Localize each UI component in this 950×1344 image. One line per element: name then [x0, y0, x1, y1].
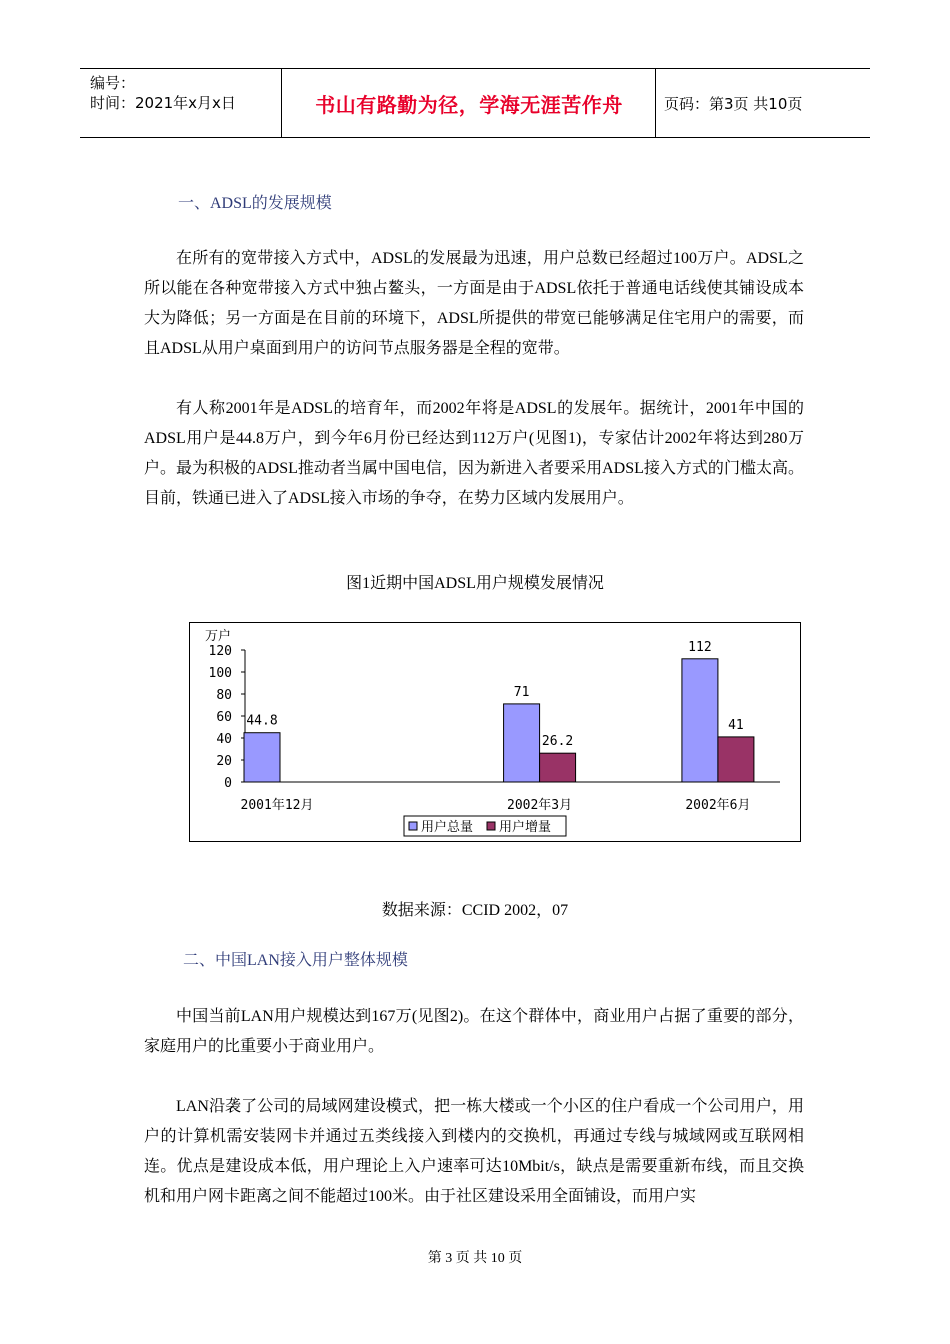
- y-tick-label: 0: [224, 776, 232, 791]
- bar-data-label: 44.8: [246, 713, 278, 729]
- chart-bar: [540, 753, 576, 782]
- paragraph-text: 中国当前LAN用户规模达到167万(见图2)。在这个群体中，商业用户占据了重要的部分，家庭用户的比重要小于商业用户。: [144, 1008, 804, 1055]
- y-tick-label: 40: [216, 732, 232, 747]
- bar-data-label: 71: [513, 684, 530, 700]
- y-tick-label: 80: [216, 688, 232, 703]
- legend-swatch: [409, 822, 417, 830]
- legend-label: 用户总量: [421, 820, 474, 835]
- y-tick-label: 60: [216, 710, 232, 725]
- y-tick-label: 100: [208, 666, 232, 681]
- header-motto: 书山有路勤为径，学海无涯苦作舟: [315, 92, 623, 117]
- figure-source: 数据来源：CCID 2002，07: [381, 902, 569, 919]
- legend-label: 用户增量: [499, 820, 552, 835]
- header-page-number: 页码：第3页 共10页: [664, 94, 803, 113]
- adsl-bar-chart: [189, 622, 801, 842]
- chart-bar: [682, 659, 718, 782]
- section-heading-adsl: 一、ADSL的发展规模: [178, 195, 332, 212]
- legend-swatch: [487, 822, 495, 830]
- chart-canvas: [190, 623, 800, 841]
- section-heading-lan: 二、中国LAN接入用户整体规模: [183, 952, 408, 969]
- bar-data-label: 41: [728, 717, 744, 733]
- paragraph: [144, 1002, 804, 1062]
- paragraph-text: 在所有的宽带接入方式中，ADSL的发展最为迅速，用户总数已经超过100万户。ADSL之所以能在各种宽带接入方式中独占鳌头，一方面是由于ADSL依托于普通电话线使其铺设成本大为降低；另一方面是在目前的环境下，ADSL所提供的带宽已能够满足住宅用户的需要，而且ADSL从用户桌面到用户的访问节点服务器是全程的宽带。: [144, 250, 804, 357]
- chart-bar: [504, 704, 540, 782]
- bar-data-label: 26.2: [541, 734, 574, 750]
- y-tick-label: 120: [208, 644, 232, 659]
- x-category-label: 2002年6月: [685, 798, 751, 813]
- page-header: [80, 68, 870, 138]
- paragraph: [144, 1092, 804, 1212]
- y-tick-label: 20: [216, 754, 232, 769]
- chart-bar: [718, 737, 754, 782]
- header-divider: [655, 69, 656, 137]
- y-axis-unit-label: 万户: [205, 629, 232, 644]
- bar-data-label: 112: [688, 639, 712, 655]
- paragraph: [144, 394, 804, 514]
- page-footer: 第 3 页 共 10 页: [427, 1251, 523, 1266]
- figure-caption: 图1近期中国ADSL用户规模发展情况: [346, 575, 604, 592]
- x-category-label: 2001年12月: [240, 798, 314, 813]
- header-meta: [90, 73, 236, 113]
- paragraph-text: LAN沿袭了公司的局域网建设模式，把一栋大楼或一个小区的住户看成一个公司用户，用户的计算机需安装网卡并通过五类线接入到楼内的交换机，再通过专线与城域网或互联网相连。优点是建设成本低，用户理论上入户速率可达10Mbit/s，缺点是需要重新布线，而且交换机和用户网卡距离之间不能超过100米。由于社区建设采用全面铺设，而用户实: [144, 1098, 804, 1205]
- document-date-label: 时间：2021年x月x日: [90, 94, 236, 112]
- document-number-label: 编号：: [90, 74, 136, 92]
- paragraph: [144, 244, 804, 364]
- chart-bar: [244, 733, 280, 782]
- paragraph-text: 有人称2001年是ADSL的培育年，而2002年将是ADSL的发展年。据统计，2001年中国的ADSL用户是44.8万户，到今年6月份已经达到112万户(见图1)，专家估计2002年将达到280万户。最为积极的ADSL推动者当属中国电信，因为新进入者要采用ADSL接入方式的门槛太高。目前，铁通已进入了ADSL接入市场的争夺，在势力区域内发展用户。: [144, 400, 804, 507]
- x-category-label: 2002年3月: [507, 798, 573, 813]
